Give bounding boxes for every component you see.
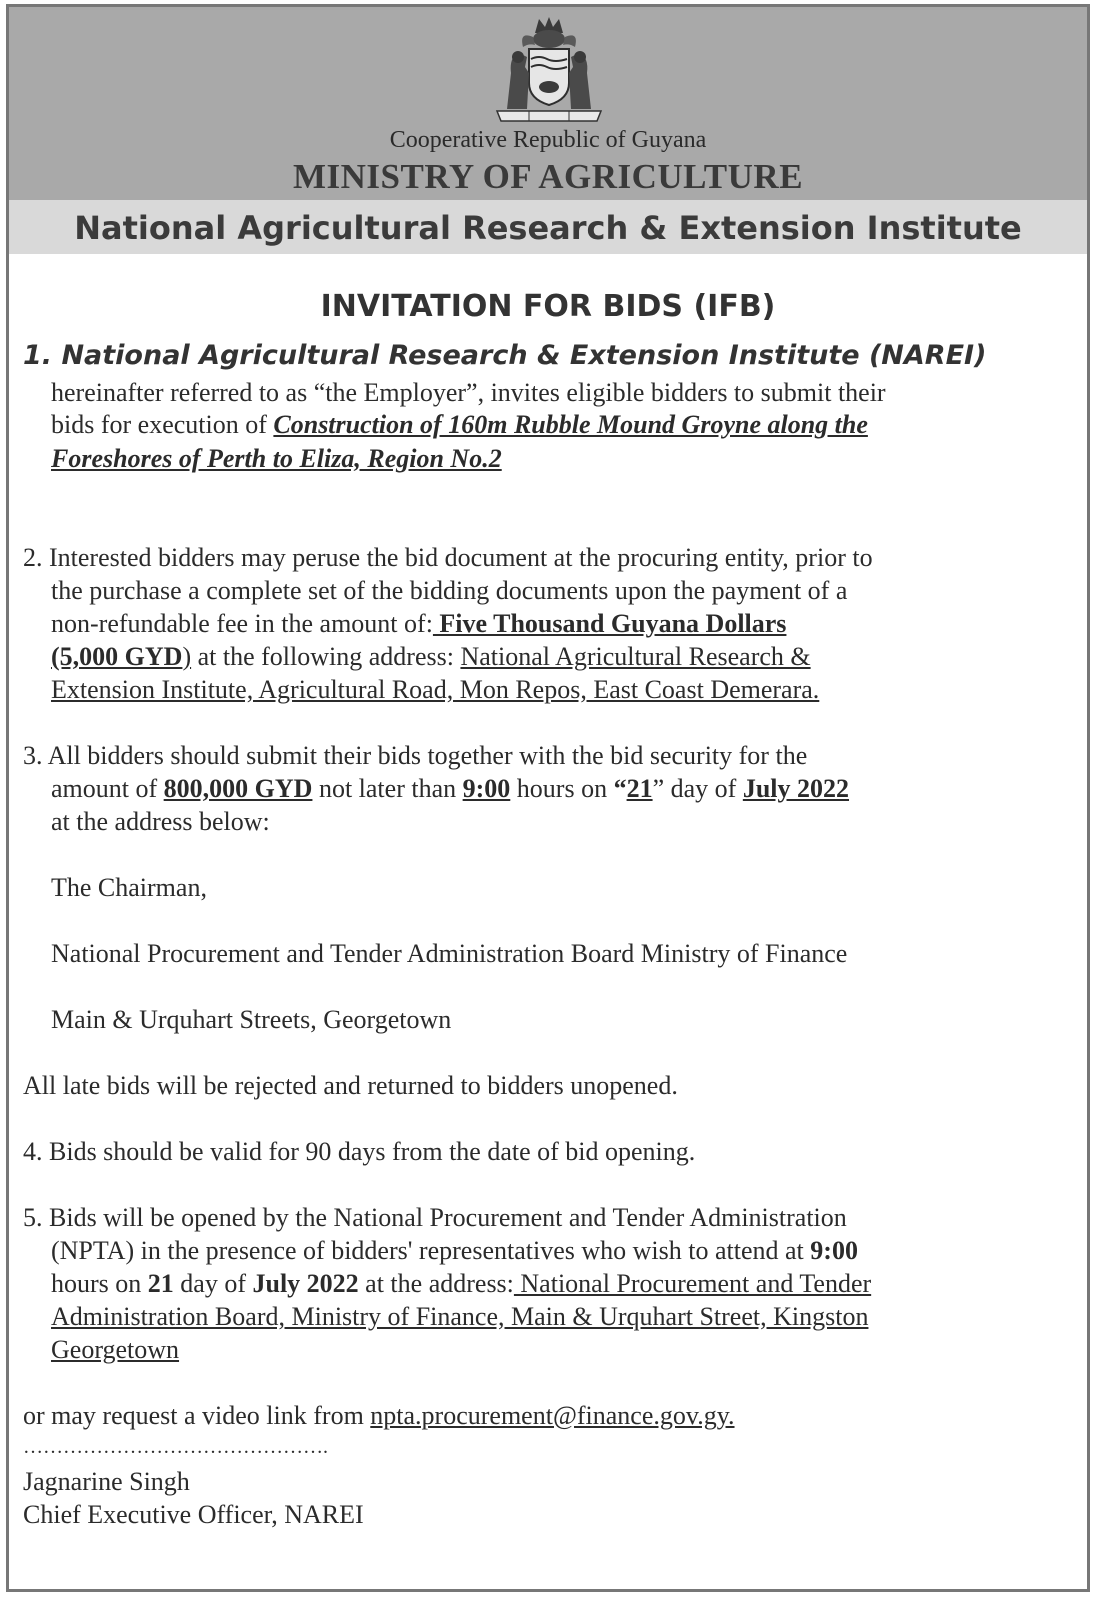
submission-day: 21 [626,774,653,803]
opening-time: 9:00 [810,1236,858,1265]
p1-line-2-lead: bids for execution of [51,410,274,439]
p5-line-3 [51,1268,871,1301]
p2-line-3 [51,608,786,641]
submission-time: 9:00 [462,774,511,803]
npta-email-link[interactable]: npta.procurement@finance.gov.gy. [370,1401,735,1430]
p5-address-lead: at the address: [358,1269,514,1298]
ifb-notice [6,4,1090,1592]
npta-address-part-3: Georgetown [51,1335,180,1364]
bid-security-amount: 800,000 GYD [163,774,313,803]
video-link-line [23,1400,735,1433]
opening-day: 21 [147,1269,174,1298]
coat-of-arms-icon [489,13,609,125]
p5-line-2 [51,1235,858,1268]
p3-day-of: ” day of [652,774,743,803]
p1-line-1: hereinafter referred to as “the Employer”, invites eligible bidders to submit their [51,378,886,407]
address-recipient: The Chairman, [51,873,207,902]
p3-line-3: at the address below: [51,807,270,836]
signatory-name: Jagnarine Singh [23,1467,190,1496]
signatory-title: Chief Executive Officer, NAREI [23,1500,364,1529]
p3-line-1: 3. All bidders should submit their bids together with the bid security for the [23,741,808,770]
project-title-part-1: Construction of 160m Rubble Mound Groyne along the [273,410,868,439]
header-banner [9,7,1087,200]
project-title-part-2: Foreshores of Perth to Eliza, Region No.2 [51,444,502,473]
p2-line-2: the purchase a complete set of the bidding documents upon the payment of a [51,576,848,605]
address-board: National Procurement and Tender Administration Board Ministry of Finance [51,939,848,968]
p3-amount-lead: amount of [51,774,164,803]
submission-month: July 2022 [742,774,850,803]
p2-line-1: 2. Interested bidders may peruse the bid document at the procuring entity, prior to [23,543,873,572]
quote-open: “ [613,774,627,803]
p1-heading: 1. National Agricultural Research & Extension Institute (NAREI) [23,340,987,371]
p4-validity: 4. Bids should be valid for 90 days from the date of bid opening. [23,1137,696,1166]
opening-month: July 2022 [252,1269,359,1298]
ministry-name: MINISTRY OF AGRICULTURE [292,157,804,196]
p1-line-2 [51,409,868,442]
p3-line-2 [51,773,849,806]
narei-address-part-1: National Agricultural Research & [460,642,811,671]
p5-hours-on: hours on [51,1269,148,1298]
page-title: INVITATION FOR BIDS (IFB) [320,289,776,324]
npta-address-part-1: National Procurement and Tender [513,1269,872,1298]
address-street: Main & Urquhart Streets, Georgetown [51,1005,452,1034]
institute-name: National Agricultural Research & Extension Institute [74,209,1022,247]
p3-time-lead: not later than [312,774,463,803]
p2-line-4 [51,641,811,674]
fee-amount-figure: (5,000 GYD [51,642,183,671]
p5-day-of: day of [173,1269,253,1298]
signature-line: ………………………………………. [23,1436,328,1458]
fee-close-paren: ) [182,642,192,671]
fee-amount-words: Five Thousand Guyana Dollars [432,609,787,638]
late-bids-note: All late bids will be rejected and returned to bidders unopened. [23,1071,678,1100]
p2-line-3-lead: non-refundable fee in the amount of: [51,609,433,638]
narei-address-part-2: Extension Institute, Agricultural Road, Mon Repos, East Coast Demerara. [51,675,820,704]
video-link-lead: or may request a video link from [23,1401,371,1430]
npta-address-part-2: Administration Board, Ministry of Finance, Main & Urquhart Street, Kingston [51,1302,869,1331]
p5-line-2-lead: (NPTA) in the presence of bidders' representatives who wish to attend at [51,1236,811,1265]
p5-line-1: 5. Bids will be opened by the National Procurement and Tender Administration [23,1203,847,1232]
country-name: Cooperative Republic of Guyana [389,127,707,153]
p3-hours-on: hours on [510,774,614,803]
p2-line-4-text: at the following address: [191,642,461,671]
